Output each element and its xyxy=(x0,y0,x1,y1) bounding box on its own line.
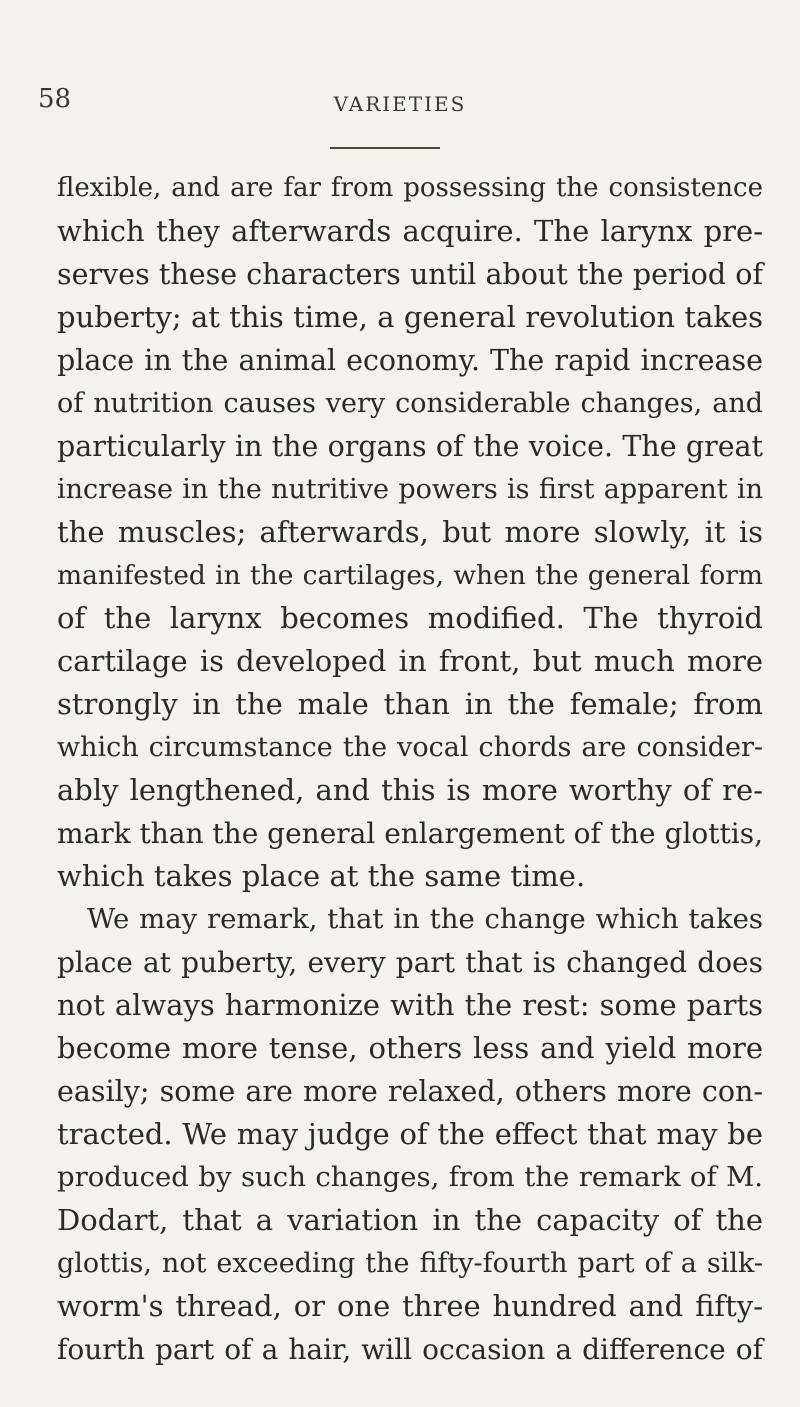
paragraph-2 xyxy=(57,898,763,1371)
page-number: 58 xyxy=(38,84,72,114)
text-line: puberty; at this time, a general revolution takes xyxy=(57,300,763,334)
text-line: ably lengthened, and this is more worthy of re- xyxy=(57,773,763,807)
text-line: which takes place at the same time. xyxy=(57,859,586,893)
text-line: flexible, and are far from possessing the consistence xyxy=(57,173,763,203)
text-line: of nutrition causes very considerable changes, and xyxy=(57,388,763,419)
text-line: We may remark, that in the change which takes xyxy=(87,903,763,935)
text-line: particularly in the organs of the voice. The great xyxy=(57,430,763,463)
text-line: strongly in the male than in the female; from xyxy=(57,687,763,721)
header-rule xyxy=(330,147,440,149)
text-line: fourth part of a hair, will occasion a difference of xyxy=(57,1333,763,1366)
text-line: Dodart, that a variation in the capacity of the xyxy=(57,1203,763,1237)
body-text xyxy=(57,167,763,1371)
text-line: serves these characters until about the period of xyxy=(57,258,763,291)
text-line: easily; some are more relaxed, others more con- xyxy=(57,1075,763,1108)
text-line: worm's thread, or one three hundred and fifty- xyxy=(57,1289,763,1323)
text-line: not always harmonize with the rest: some parts xyxy=(57,988,763,1022)
text-line: the muscles; afterwards, but more slowly, it is xyxy=(57,515,763,549)
text-line: mark than the general enlargement of the glottis, xyxy=(57,817,763,850)
text-line: of the larynx becomes modified. The thyroid xyxy=(57,601,763,635)
text-line: produced by such changes, from the remark of M. xyxy=(57,1161,763,1193)
text-line: manifested in the cartilages, when the general form xyxy=(57,560,763,591)
text-line: place at puberty, every part that is changed does xyxy=(57,946,763,979)
text-line: glottis, not exceeding the fifty-fourth part of a silk- xyxy=(57,1248,763,1279)
text-line: cartilage is developed in front, but much more xyxy=(57,644,763,678)
running-head: VARIETIES xyxy=(333,92,467,116)
text-line: place in the animal economy. The rapid increase xyxy=(57,344,763,377)
text-line: tracted. We may judge of the effect that may be xyxy=(57,1117,763,1151)
text-line: which they afterwards acquire. The larynx pre- xyxy=(57,214,763,248)
text-line: increase in the nutritive powers is first apparent in xyxy=(57,474,763,505)
paragraph-1 xyxy=(57,167,763,898)
text-line: become more tense, others less and yield more xyxy=(57,1031,763,1065)
text-line: which circumstance the vocal chords are consider- xyxy=(57,732,763,763)
